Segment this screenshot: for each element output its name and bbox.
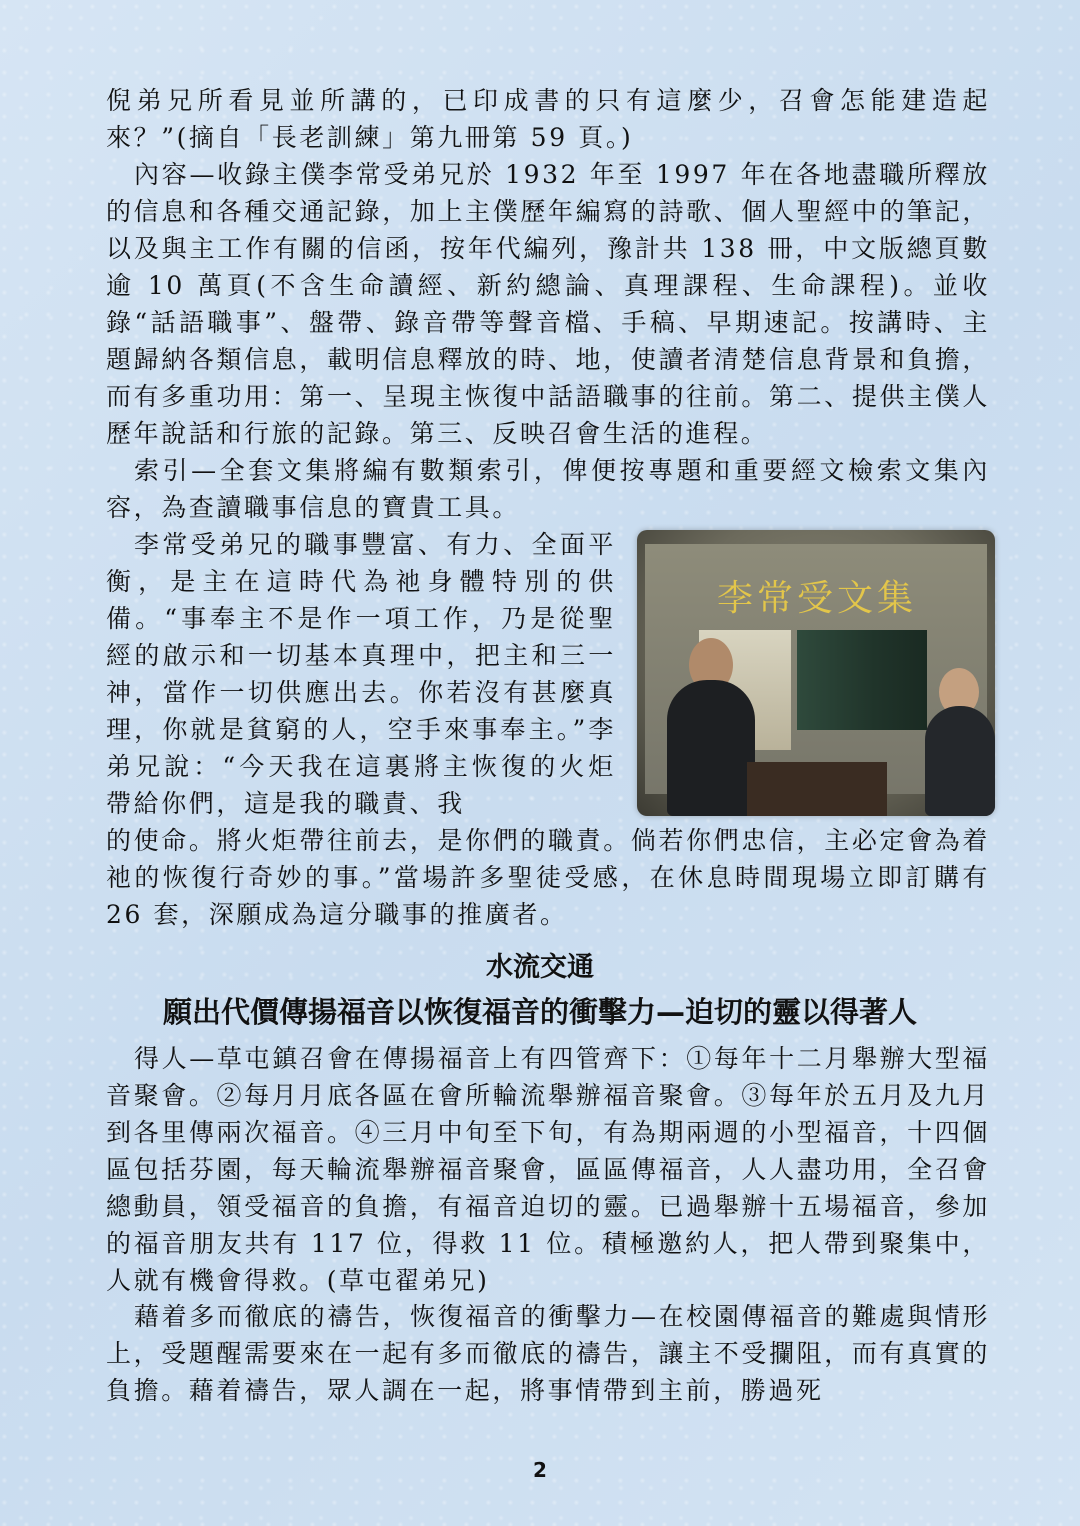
attendee-figure [925,706,995,816]
presentation-photo [637,530,995,816]
photo-banner-text: 李常受文集 [716,578,917,619]
section-title: 水流交通 [486,952,594,983]
paragraph-quote-ending: 倪弟兄所看見並所講的，已印成書的只有這麼少，召會怎能建造起來？”(摘自「長老訓練」第九冊第 59 頁。) [106,86,990,152]
paragraph-index: 索引—全套文集將編有數類索引，俾便按專題和重要經文檢索文集內容，為查讀職事信息的寶貴工具。 [106,456,990,522]
podium [747,762,887,816]
paragraph-gospel-caotun: 得人—草屯鎮召會在傳揚福音上有四管齊下：①每年十二月舉辦大型福音聚會。②每月月底各區在會所輪流舉辦福音聚會。③每年於五月及九月到各里傳兩次福音。④三月中旬至下旬，有為期兩週的小型福音，十四個區包括芬園，每天輪流舉辦福音聚會，區區傳福音，人人盡功用，全召會總動員，領受福音的負擔，有福音迫切的靈。已過舉辦十五場福音，參加的福音朋友共有 117 位，得救 11 位。積極邀約人，把人帶到聚集中，人就有機會得救。(草屯翟弟兄) [106,1044,990,1295]
page-number: 2 [533,1458,547,1482]
paragraph-prayer: 藉着多而徹底的禱告，恢復福音的衝擊力—在校園傳福音的難處與情形上，受題醒需要來在一起有多而徹底的禱告，讓主不受攔阻，而有真實的負擔。藉着禱告，眾人調在一起，將事情帶到主前，勝過死 [106,1302,990,1405]
section-subtitle: 願出代價傳揚福音以恢復福音的衝擊力—迫切的靈以得著人 [162,995,917,1029]
paragraph-contents: 內容—收錄主僕李常受弟兄於 1932 年至 1997 年在各地盡職所釋放的信息和各種交通記錄，加上主僕歷年編寫的詩歌、個人聖經中的筆記，以及與主工作有關的信函，按年代編列，豫計共 138 冊，中文版總頁數逾 10 萬頁(不含生命讀經、新約總論、真理課程、生命課程)。並收錄“話語職事”、盤帶、錄音帶等聲音檔、手稿、早期速記。按講時、主題歸納各類信息，載明信息釋放的時、地，使讀者清楚信息背景和負擔，而有多重功用：第一、呈現主恢復中話語職事的往前。第二、提供主僕人歷年說話和行旅的記錄。第三、反映召會生活的進程。 [106,160,990,448]
paragraph-ministry-continued: 的使命。將火炬帶往前去，是你們的職責。倘若你們忠信，主必定會為着祂的恢復行奇妙的事。”當場許多聖徒受感，在休息時間現場立即訂購有 26 套，深願成為這分職事的推廣者。 [106,826,990,929]
book-set-image [797,630,927,730]
speaker-figure [667,680,755,816]
paragraph-ministry: 李常受弟兄的職事豐富、有力、全面平衡，是主在這時代為祂身體特別的供備。“事奉主不是作一項工作，乃是從聖經的啟示和一切基本真理中，把主和三一神，當作一切供應出去。你若沒有甚麼真理，你就是貧窮的人，空手來事奉主。”李弟兄說：“今天我在這裏將主恢復的火炬帶給你們，這是我的職責、我 [106,530,616,818]
